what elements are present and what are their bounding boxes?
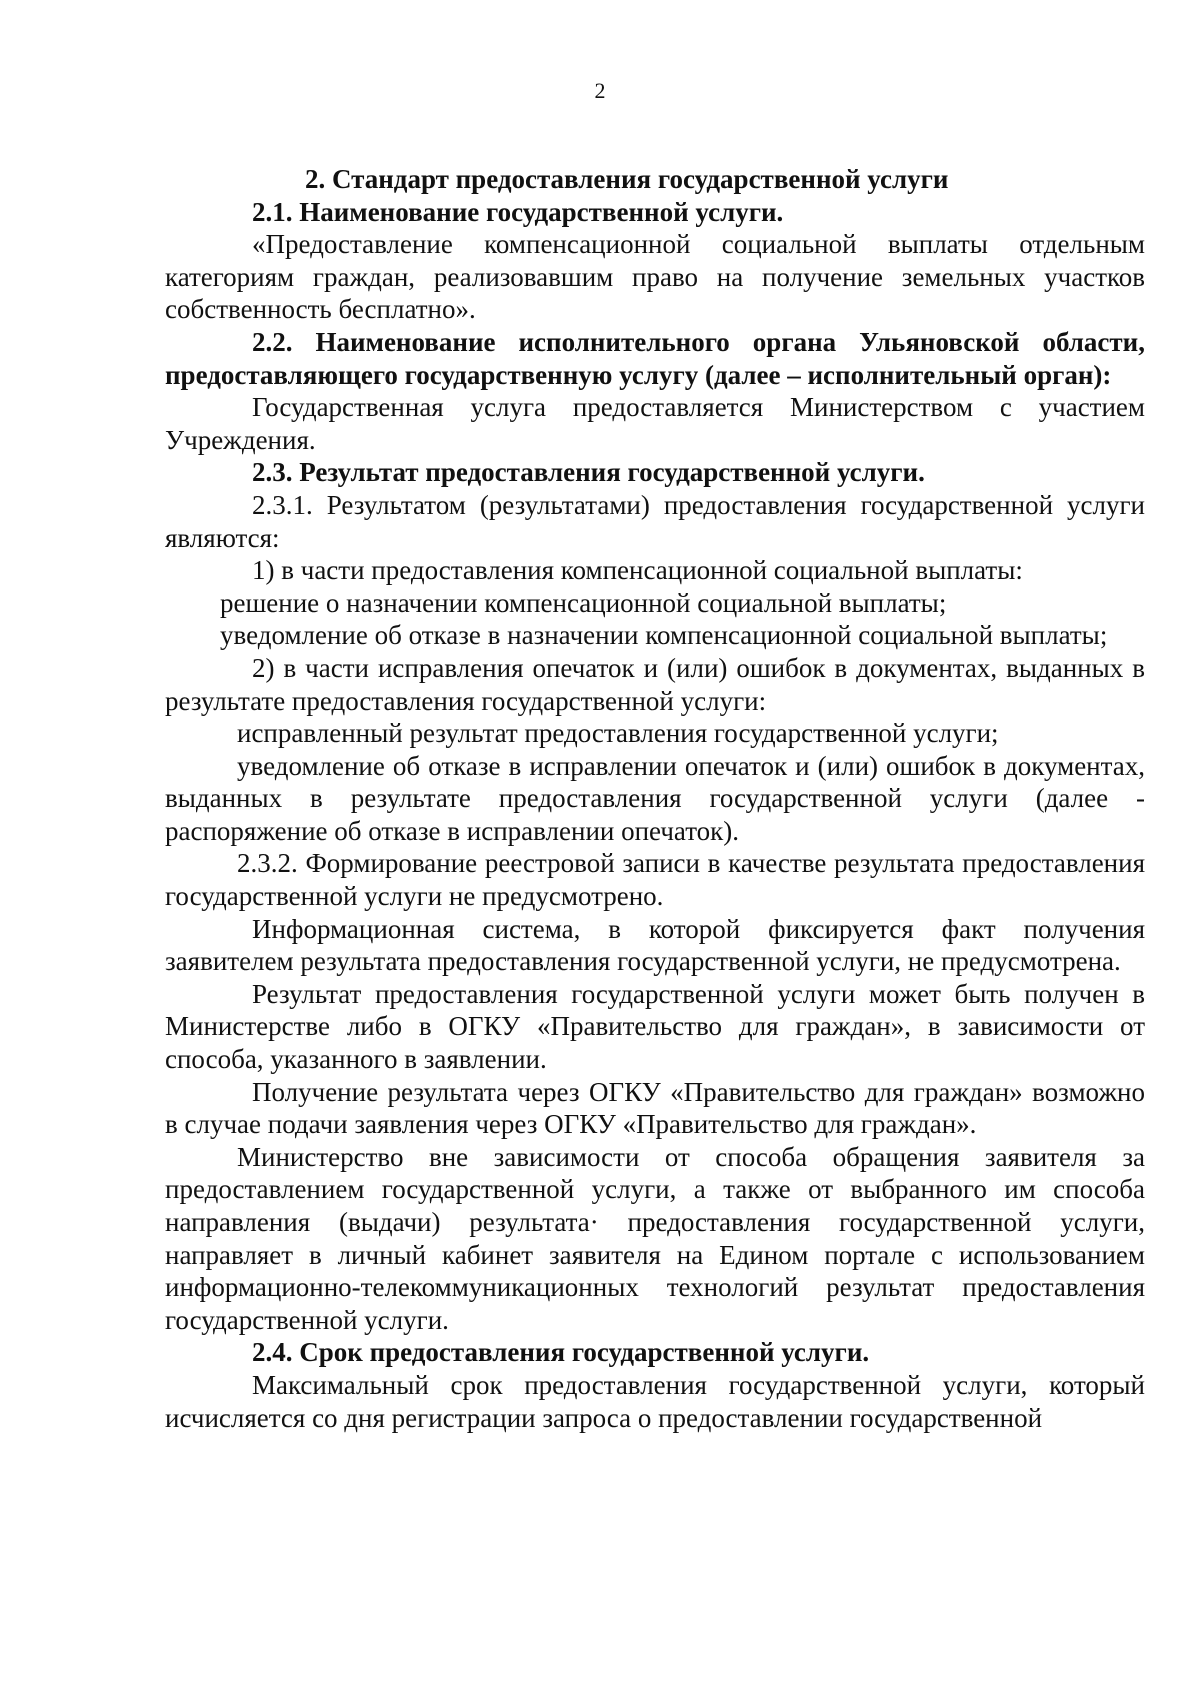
paragraph: 2.3.2. Формирование реестровой записи в качестве результата предоставления государственной услуги не предусмотрено. bbox=[165, 848, 1145, 912]
list-item: решение о назначении компенсационной социальной выплаты; bbox=[220, 587, 947, 618]
document-body bbox=[165, 163, 1145, 1434]
section-heading: 2. Стандарт предоставления государственной услуги bbox=[305, 164, 949, 194]
list-item: 1) в части предоставления компенсационной социальной выплаты: bbox=[252, 555, 1023, 586]
list-item: уведомление об отказе в исправлении опечаток и (или) ошибок в документах, выданных в результате предоставления государственной услуги (далее - распоряжение об отказе в исправлении опечаток). bbox=[165, 750, 1145, 846]
list-item: 2) в части исправления опечаток и (или) ошибок в документах, выданных в результате предоставления государственной услуги: bbox=[165, 652, 1145, 716]
subsection-heading: 2.2. Наименование исполнительного органа Ульяновской области, предоставляющего государственную услугу (далее – исполнительный орган): bbox=[165, 326, 1145, 390]
paragraph: Результат предоставления государственной услуги может быть получен в Министерстве либо в ОГКУ «Правительство для граждан», в зависимости от способа, указанного в заявлении. bbox=[165, 978, 1145, 1075]
list-item: исправленный результат предоставления государственной услуги; bbox=[237, 718, 999, 749]
paragraph: Государственная услуга предоставляется Министерством с участием Учреждения. bbox=[165, 392, 1145, 455]
subsection-heading: 2.3. Результат предоставления государственной услуги. bbox=[252, 457, 925, 488]
paragraph: Максимальный срок предоставления государственной услуги, который исчисляется со дня регистрации запроса о предоставлении государственной bbox=[165, 1369, 1145, 1433]
paragraph: Министерство вне зависимости от способа обращения заявителя за предоставлением государственной услуги, а также от выбранного им способа направления (выдачи) результата· предоставления государственной услуги, направляет в личный кабинет заявителя на Едином портале с использованием информационно-телекоммуникационных технологий результат предоставления государственной услуги. bbox=[165, 1141, 1145, 1335]
paragraph: 2.3.1. Результатом (результатами) предоставления государственной услуги являются: bbox=[165, 489, 1145, 553]
page-number: 2 bbox=[594, 78, 606, 103]
paragraph: «Предоставление компенсационной социальной выплаты отдельным категориям граждан, реализовавшим право на получение земельных участков собственность бесплатно». bbox=[165, 229, 1145, 325]
paragraph: Получение результата через ОГКУ «Правительство для граждан» возможно в случае подачи заявления через ОГКУ «Правительство для граждан». bbox=[165, 1076, 1145, 1140]
list-item: уведомление об отказе в назначении компенсационной социальной выплаты; bbox=[220, 620, 1108, 651]
paragraph: Информационная система, в которой фиксируется факт получения заявителем результата предоставления государственной услуги, не предусмотрена. bbox=[165, 913, 1145, 977]
subsection-heading: 2.1. Наименование государственной услуги. bbox=[252, 196, 784, 227]
subsection-heading: 2.4. Срок предоставления государственной услуги. bbox=[252, 1337, 870, 1368]
